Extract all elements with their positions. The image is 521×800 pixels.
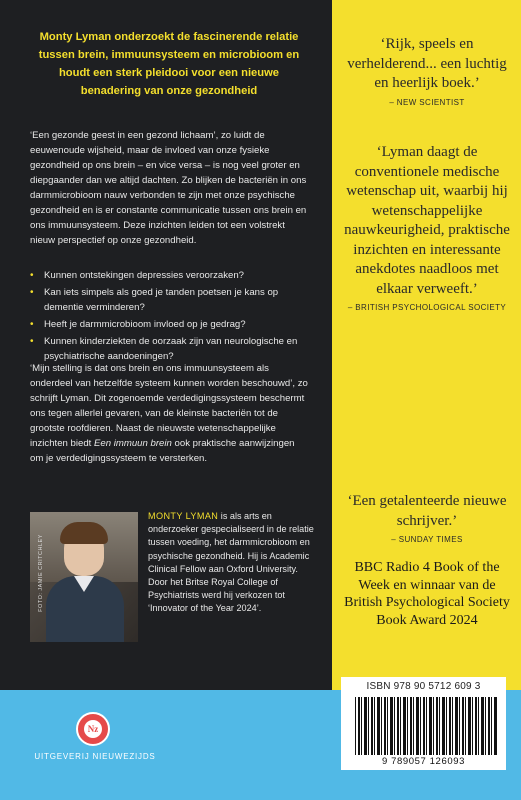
review-source: – NEW SCIENTIST <box>389 97 465 107</box>
question-list <box>30 268 312 366</box>
photo-credit: FOTO: JAMIE CRITCHLEY <box>37 534 44 612</box>
bullet-icon: • <box>30 270 34 281</box>
review-quote: ‘Rijk, speels en verhelderend... een luchtig en heerlijk boek.’ – NEW SCIENTIST <box>344 35 510 108</box>
author-name: MONTY LYMAN <box>148 511 219 521</box>
barcode-number: 9 789057 126093 <box>382 756 465 767</box>
intro-paragraph: ‘Een gezonde geest in een gezond lichaam’, zo luidt de eeuwenoude wijsheid, maar de invloed van onze fysieke gezondheid op ons brein – en vice versa – is nog veel groter en diepgaander dan we altijd dachten. Zo blijken de bacteriën in ons darmmicrobioom nauw verbonden te zijn met onze psychische gezondheid en is er constante communicatie tussen ons brein en ons immuunsysteem. Deze inzichten leiden tot een volstrekt nieuw perspectief op onze gezondheid. <box>30 130 307 246</box>
publisher-name: UITGEVERIJ NIEUWEZIJDS <box>34 752 156 761</box>
list-item: • Kunnen kinderziekten de oorzaak zijn van neurologische en psychiatrische aandoeningen? <box>30 336 298 362</box>
review-quote: ‘Lyman daagt de conventionele medische wetenschap uit, waarbij hij wetenschappelijke nauwkeurigheid, praktische inzichten en interessante anekdotes naadloos met elkaar verweeft.’ – BRITISH PSYCHOLOGICAL SOCIETY <box>344 144 510 312</box>
barcode-icon <box>355 697 497 755</box>
isbn-label: ISBN 978 90 5712 609 3 <box>366 681 481 692</box>
book-title: Een immuun brein <box>94 438 172 449</box>
bullet-icon: • <box>30 336 34 347</box>
list-item: • Kan iets simpels als goed je tanden poetsen je kans op dementie verminderen? <box>30 287 279 313</box>
bullet-icon: • <box>30 287 34 298</box>
bullet-icon: • <box>30 319 34 330</box>
author-photo <box>30 512 138 642</box>
review-quote: ‘Een getalenteerde nieuwe schrijver.’ – SUNDAY TIMES <box>344 492 510 545</box>
list-item: • Kunnen ontstekingen depressies veroorzaken? <box>30 270 245 281</box>
closing-paragraph: ‘Mijn stelling is dat ons brein en ons immuunsysteem als onderdeel van hetzelfde systeem kunnen worden beschouwd’, zo schrijft Lyman. Dit zogenoemde verdedigingssysteem beschermt ons tegen allerlei gevaren, van de kleinste bacteriën tot de grootste roofdieren. Naast de nieuwste wetenschappelijke inzichten biedt Een immuun brein ook praktische aanwijzingen om je verdedigingssysteem te versterken. <box>30 363 308 464</box>
isbn-barcode-block <box>341 677 506 770</box>
headline: Monty Lyman onderzoekt de fascinerende relatie tussen brein, immuunsysteem en microbioom en houdt een sterk pleidooi voor een nieuwe benadering van onze gezondheid <box>38 31 300 97</box>
list-item: • Heeft je darmmicrobioom invloed op je gedrag? <box>30 319 246 330</box>
author-bio: MONTY LYMAN is als arts en onderzoeker gespecialiseerd in de relatie tussen voeding, het darmmicrobioom en psychische gezondheid. Hij is Academic Clinical Fellow aan Oxford University. Door het Britse Royal College of Psychiatrists werd hij verkozen tot ‘Innovator of the Year 2024’. <box>148 511 314 614</box>
publisher-logo-icon: Nz <box>76 712 110 746</box>
review-source: – SUNDAY TIMES <box>391 535 463 544</box>
award-text: BBC Radio 4 Book of the Week en winnaar van de British Psychological Society Book Award 2024 <box>344 560 510 629</box>
review-source: – BRITISH PSYCHOLOGICAL SOCIETY <box>347 303 507 312</box>
